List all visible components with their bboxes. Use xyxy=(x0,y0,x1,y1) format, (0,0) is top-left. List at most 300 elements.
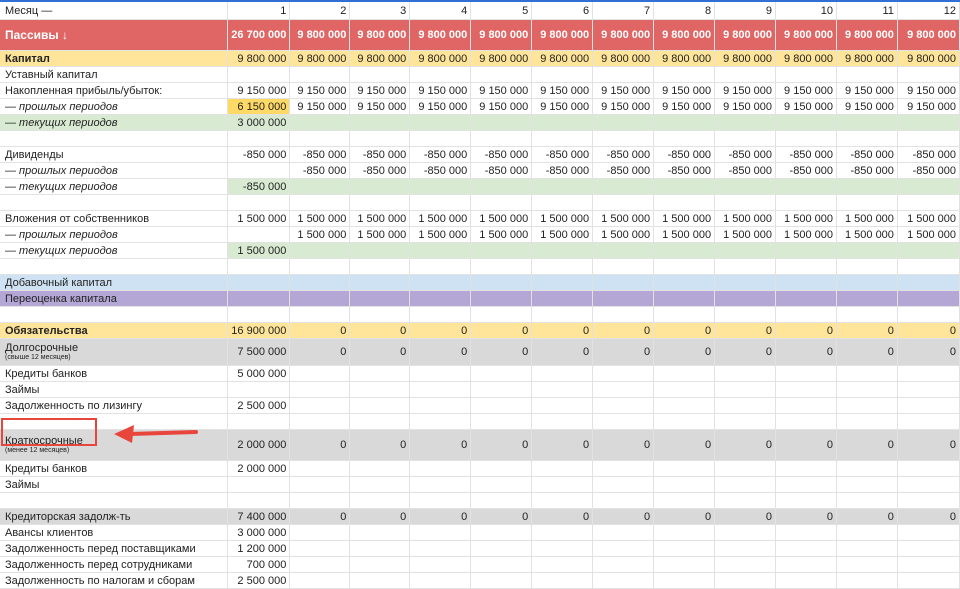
row-label-cell[interactable]: — текущих периодов xyxy=(0,179,228,195)
value-cell[interactable] xyxy=(654,382,715,398)
value-cell[interactable] xyxy=(350,179,410,195)
value-cell[interactable] xyxy=(836,259,897,275)
value-cell[interactable]: 9 150 000 xyxy=(654,83,715,99)
value-cell[interactable] xyxy=(897,477,959,493)
value-cell[interactable] xyxy=(776,398,837,414)
value-cell[interactable]: -850 000 xyxy=(532,147,593,163)
value-cell[interactable] xyxy=(228,414,290,430)
value-cell[interactable] xyxy=(471,493,532,509)
value-cell[interactable]: 0 xyxy=(410,339,471,366)
value-cell[interactable] xyxy=(410,366,471,382)
value-cell[interactable] xyxy=(228,195,290,211)
value-cell[interactable]: 0 xyxy=(350,509,410,525)
value-cell[interactable] xyxy=(836,366,897,382)
value-cell[interactable]: -850 000 xyxy=(654,163,715,179)
value-cell[interactable]: 0 xyxy=(776,323,837,339)
value-cell[interactable] xyxy=(715,525,776,541)
value-cell[interactable] xyxy=(776,414,837,430)
value-cell[interactable] xyxy=(471,195,532,211)
value-cell[interactable]: 0 xyxy=(593,430,654,461)
value-cell[interactable] xyxy=(715,573,776,589)
value-cell[interactable] xyxy=(228,163,290,179)
month-column-header[interactable]: 4 xyxy=(410,2,471,20)
value-cell[interactable] xyxy=(776,243,837,259)
value-cell[interactable] xyxy=(410,573,471,589)
value-cell[interactable]: -850 000 xyxy=(776,163,837,179)
value-cell[interactable]: 0 xyxy=(776,430,837,461)
value-cell[interactable]: -850 000 xyxy=(715,147,776,163)
value-cell[interactable]: 9 150 000 xyxy=(410,83,471,99)
value-cell[interactable]: -850 000 xyxy=(228,147,290,163)
month-column-header[interactable]: 11 xyxy=(836,2,897,20)
value-cell[interactable] xyxy=(776,307,837,323)
value-cell[interactable]: 0 xyxy=(532,509,593,525)
value-cell[interactable]: 1 500 000 xyxy=(290,227,350,243)
value-cell[interactable]: 1 500 000 xyxy=(350,227,410,243)
value-cell[interactable]: 9 800 000 xyxy=(654,51,715,67)
value-cell[interactable] xyxy=(471,366,532,382)
value-cell[interactable]: 9 800 000 xyxy=(410,51,471,67)
row-label-cell[interactable]: Обязательства xyxy=(0,323,228,339)
value-cell[interactable]: 700 000 xyxy=(228,557,290,573)
value-cell[interactable] xyxy=(290,67,350,83)
value-cell[interactable] xyxy=(532,398,593,414)
value-cell[interactable] xyxy=(715,275,776,291)
value-cell[interactable] xyxy=(715,557,776,573)
value-cell[interactable]: 0 xyxy=(593,509,654,525)
value-cell[interactable] xyxy=(897,414,959,430)
value-cell[interactable] xyxy=(410,275,471,291)
value-cell[interactable] xyxy=(228,382,290,398)
value-cell[interactable]: 9 800 000 xyxy=(654,20,715,51)
row-label-cell[interactable]: — текущих периодов xyxy=(0,115,228,131)
row-label-cell[interactable] xyxy=(0,307,228,323)
value-cell[interactable]: 0 xyxy=(897,430,959,461)
value-cell[interactable] xyxy=(593,493,654,509)
value-cell[interactable] xyxy=(532,195,593,211)
value-cell[interactable] xyxy=(593,275,654,291)
value-cell[interactable]: 0 xyxy=(410,509,471,525)
value-cell[interactable] xyxy=(897,573,959,589)
month-column-header[interactable]: 7 xyxy=(593,2,654,20)
value-cell[interactable] xyxy=(290,131,350,147)
value-cell[interactable] xyxy=(776,382,837,398)
value-cell[interactable] xyxy=(471,291,532,307)
value-cell[interactable] xyxy=(471,382,532,398)
value-cell[interactable]: 0 xyxy=(410,430,471,461)
value-cell[interactable] xyxy=(410,307,471,323)
value-cell[interactable] xyxy=(836,275,897,291)
value-cell[interactable] xyxy=(290,477,350,493)
value-cell[interactable] xyxy=(836,179,897,195)
value-cell[interactable] xyxy=(290,541,350,557)
value-cell[interactable] xyxy=(410,493,471,509)
value-cell[interactable]: 0 xyxy=(836,430,897,461)
value-cell[interactable] xyxy=(350,461,410,477)
value-cell[interactable] xyxy=(350,366,410,382)
value-cell[interactable]: 0 xyxy=(897,323,959,339)
value-cell[interactable] xyxy=(776,461,837,477)
value-cell[interactable] xyxy=(471,541,532,557)
value-cell[interactable] xyxy=(836,131,897,147)
value-cell[interactable]: 1 500 000 xyxy=(654,227,715,243)
value-cell[interactable]: -850 000 xyxy=(471,147,532,163)
value-cell[interactable] xyxy=(350,115,410,131)
value-cell[interactable] xyxy=(350,573,410,589)
value-cell[interactable]: 9 150 000 xyxy=(532,83,593,99)
value-cell[interactable] xyxy=(532,115,593,131)
value-cell[interactable] xyxy=(654,493,715,509)
value-cell[interactable] xyxy=(897,179,959,195)
row-label-cell[interactable]: — прошлых периодов xyxy=(0,163,228,179)
value-cell[interactable] xyxy=(471,67,532,83)
value-cell[interactable]: 0 xyxy=(836,509,897,525)
value-cell[interactable]: 0 xyxy=(715,430,776,461)
value-cell[interactable] xyxy=(836,115,897,131)
value-cell[interactable] xyxy=(654,131,715,147)
value-cell[interactable] xyxy=(836,291,897,307)
value-cell[interactable]: 9 150 000 xyxy=(228,83,290,99)
value-cell[interactable] xyxy=(290,398,350,414)
value-cell[interactable]: -850 000 xyxy=(836,163,897,179)
value-cell[interactable] xyxy=(897,291,959,307)
value-cell[interactable]: 0 xyxy=(471,509,532,525)
value-cell[interactable]: 1 500 000 xyxy=(776,211,837,227)
value-cell[interactable]: 9 150 000 xyxy=(290,83,350,99)
value-cell[interactable] xyxy=(836,573,897,589)
value-cell[interactable]: 9 150 000 xyxy=(410,99,471,115)
value-cell[interactable] xyxy=(532,382,593,398)
row-label-cell[interactable]: Дивиденды xyxy=(0,147,228,163)
value-cell[interactable]: 0 xyxy=(776,339,837,366)
value-cell[interactable] xyxy=(228,67,290,83)
value-cell[interactable] xyxy=(532,477,593,493)
value-cell[interactable]: 5 000 000 xyxy=(228,366,290,382)
value-cell[interactable]: 2 500 000 xyxy=(228,398,290,414)
value-cell[interactable]: 0 xyxy=(350,323,410,339)
value-cell[interactable] xyxy=(897,195,959,211)
value-cell[interactable] xyxy=(471,557,532,573)
value-cell[interactable] xyxy=(410,382,471,398)
value-cell[interactable]: 9 150 000 xyxy=(532,99,593,115)
value-cell[interactable] xyxy=(532,461,593,477)
value-cell[interactable]: -850 000 xyxy=(593,163,654,179)
month-column-header[interactable]: 5 xyxy=(471,2,532,20)
value-cell[interactable]: 0 xyxy=(715,339,776,366)
value-cell[interactable] xyxy=(593,461,654,477)
value-cell[interactable]: 1 500 000 xyxy=(836,211,897,227)
row-label-cell[interactable]: Задолженность перед сотрудниками xyxy=(0,557,228,573)
value-cell[interactable] xyxy=(410,398,471,414)
value-cell[interactable] xyxy=(654,275,715,291)
value-cell[interactable] xyxy=(471,259,532,275)
value-cell[interactable] xyxy=(350,414,410,430)
value-cell[interactable] xyxy=(715,179,776,195)
value-cell[interactable]: 0 xyxy=(654,323,715,339)
value-cell[interactable]: 1 500 000 xyxy=(836,227,897,243)
month-column-header[interactable]: 3 xyxy=(350,2,410,20)
value-cell[interactable] xyxy=(228,477,290,493)
value-cell[interactable]: 1 500 000 xyxy=(593,227,654,243)
value-cell[interactable] xyxy=(410,67,471,83)
value-cell[interactable] xyxy=(350,259,410,275)
value-cell[interactable]: 0 xyxy=(290,430,350,461)
month-label-cell[interactable]: Месяц — xyxy=(0,2,228,20)
value-cell[interactable] xyxy=(897,557,959,573)
value-cell[interactable] xyxy=(715,131,776,147)
value-cell[interactable] xyxy=(593,179,654,195)
value-cell[interactable] xyxy=(776,493,837,509)
row-label-cell[interactable] xyxy=(0,195,228,211)
value-cell[interactable] xyxy=(897,493,959,509)
value-cell[interactable] xyxy=(471,398,532,414)
value-cell[interactable] xyxy=(471,477,532,493)
value-cell[interactable] xyxy=(350,67,410,83)
row-label-cell[interactable]: Задолженность по налогам и сборам xyxy=(0,573,228,589)
value-cell[interactable]: 3 000 000 xyxy=(228,525,290,541)
row-label-cell[interactable]: Кредиты банков xyxy=(0,461,228,477)
value-cell[interactable]: -850 000 xyxy=(715,163,776,179)
value-cell[interactable] xyxy=(290,307,350,323)
value-cell[interactable]: -850 000 xyxy=(836,147,897,163)
value-cell[interactable]: 26 700 000 xyxy=(228,20,290,51)
value-cell[interactable]: 0 xyxy=(715,509,776,525)
value-cell[interactable] xyxy=(350,195,410,211)
value-cell[interactable] xyxy=(290,414,350,430)
value-cell[interactable]: 0 xyxy=(471,323,532,339)
row-label-cell[interactable]: Уставный капитал xyxy=(0,67,228,83)
value-cell[interactable] xyxy=(410,195,471,211)
value-cell[interactable] xyxy=(897,382,959,398)
value-cell[interactable] xyxy=(290,115,350,131)
value-cell[interactable]: 0 xyxy=(593,323,654,339)
value-cell[interactable] xyxy=(290,195,350,211)
value-cell[interactable] xyxy=(350,493,410,509)
row-label-cell[interactable] xyxy=(0,339,228,366)
value-cell[interactable] xyxy=(836,557,897,573)
value-cell[interactable]: -850 000 xyxy=(897,163,959,179)
value-cell[interactable] xyxy=(228,227,290,243)
value-cell[interactable] xyxy=(654,243,715,259)
value-cell[interactable] xyxy=(350,131,410,147)
value-cell[interactable] xyxy=(836,477,897,493)
value-cell[interactable] xyxy=(715,259,776,275)
value-cell[interactable] xyxy=(228,291,290,307)
value-cell[interactable] xyxy=(836,195,897,211)
value-cell[interactable]: -850 000 xyxy=(897,147,959,163)
value-cell[interactable] xyxy=(593,131,654,147)
month-column-header[interactable]: 9 xyxy=(715,2,776,20)
value-cell[interactable]: 9 150 000 xyxy=(350,83,410,99)
value-cell[interactable] xyxy=(532,131,593,147)
value-cell[interactable]: 1 500 000 xyxy=(228,211,290,227)
value-cell[interactable]: 9 150 000 xyxy=(776,83,837,99)
value-cell[interactable]: 7 400 000 xyxy=(228,509,290,525)
value-cell[interactable] xyxy=(593,525,654,541)
value-cell[interactable] xyxy=(715,414,776,430)
value-cell[interactable] xyxy=(410,131,471,147)
value-cell[interactable]: 1 500 000 xyxy=(410,211,471,227)
value-cell[interactable]: 9 150 000 xyxy=(290,99,350,115)
value-cell[interactable] xyxy=(593,115,654,131)
value-cell[interactable] xyxy=(532,307,593,323)
row-label-cell[interactable]: Переоценка капитала xyxy=(0,291,228,307)
value-cell[interactable] xyxy=(836,243,897,259)
value-cell[interactable] xyxy=(593,307,654,323)
value-cell[interactable]: 1 500 000 xyxy=(776,227,837,243)
row-label-cell[interactable]: Займы xyxy=(0,477,228,493)
value-cell[interactable] xyxy=(471,179,532,195)
value-cell[interactable]: 9 800 000 xyxy=(532,20,593,51)
row-label-cell[interactable]: Накопленная прибыль/убыток: xyxy=(0,83,228,99)
value-cell[interactable] xyxy=(654,461,715,477)
value-cell[interactable] xyxy=(776,541,837,557)
value-cell[interactable] xyxy=(350,275,410,291)
value-cell[interactable] xyxy=(471,461,532,477)
value-cell[interactable]: 0 xyxy=(715,323,776,339)
value-cell[interactable] xyxy=(715,195,776,211)
value-cell[interactable] xyxy=(715,366,776,382)
value-cell[interactable] xyxy=(897,398,959,414)
value-cell[interactable]: 9 800 000 xyxy=(532,51,593,67)
value-cell[interactable]: -850 000 xyxy=(350,163,410,179)
value-cell[interactable] xyxy=(228,307,290,323)
row-label-cell[interactable]: Задолженность перед поставщиками xyxy=(0,541,228,557)
value-cell[interactable] xyxy=(290,243,350,259)
value-cell[interactable] xyxy=(715,243,776,259)
value-cell[interactable]: 9 150 000 xyxy=(350,99,410,115)
value-cell[interactable] xyxy=(897,67,959,83)
value-cell[interactable]: -850 000 xyxy=(471,163,532,179)
value-cell[interactable]: 3 000 000 xyxy=(228,115,290,131)
value-cell[interactable]: 1 500 000 xyxy=(228,243,290,259)
value-cell[interactable] xyxy=(776,366,837,382)
value-cell[interactable] xyxy=(897,366,959,382)
value-cell[interactable] xyxy=(776,573,837,589)
row-label-cell[interactable] xyxy=(0,131,228,147)
value-cell[interactable]: 0 xyxy=(471,339,532,366)
value-cell[interactable] xyxy=(228,131,290,147)
value-cell[interactable]: -850 000 xyxy=(776,147,837,163)
value-cell[interactable]: 0 xyxy=(897,509,959,525)
value-cell[interactable] xyxy=(410,525,471,541)
value-cell[interactable]: -850 000 xyxy=(593,147,654,163)
value-cell[interactable] xyxy=(532,525,593,541)
value-cell[interactable] xyxy=(471,275,532,291)
value-cell[interactable] xyxy=(715,115,776,131)
value-cell[interactable] xyxy=(593,573,654,589)
value-cell[interactable] xyxy=(290,179,350,195)
value-cell[interactable] xyxy=(593,398,654,414)
value-cell[interactable] xyxy=(350,557,410,573)
value-cell[interactable] xyxy=(593,259,654,275)
value-cell[interactable] xyxy=(350,477,410,493)
value-cell[interactable] xyxy=(715,398,776,414)
value-cell[interactable] xyxy=(471,115,532,131)
value-cell[interactable] xyxy=(654,477,715,493)
month-column-header[interactable]: 2 xyxy=(290,2,350,20)
value-cell[interactable]: 9 800 000 xyxy=(228,51,290,67)
value-cell[interactable] xyxy=(776,131,837,147)
value-cell[interactable]: -850 000 xyxy=(654,147,715,163)
value-cell[interactable]: 2 000 000 xyxy=(228,461,290,477)
row-label-cell[interactable]: — прошлых периодов xyxy=(0,99,228,115)
value-cell[interactable]: 1 500 000 xyxy=(654,211,715,227)
value-cell[interactable] xyxy=(350,307,410,323)
value-cell[interactable]: 1 500 000 xyxy=(290,211,350,227)
row-label-cell[interactable]: Займы xyxy=(0,382,228,398)
value-cell[interactable] xyxy=(897,259,959,275)
value-cell[interactable] xyxy=(228,493,290,509)
value-cell[interactable]: 0 xyxy=(350,430,410,461)
value-cell[interactable] xyxy=(410,115,471,131)
value-cell[interactable] xyxy=(654,573,715,589)
value-cell[interactable] xyxy=(897,461,959,477)
value-cell[interactable] xyxy=(897,131,959,147)
value-cell[interactable]: 9 150 000 xyxy=(715,99,776,115)
value-cell[interactable] xyxy=(290,382,350,398)
value-cell[interactable] xyxy=(532,366,593,382)
value-cell[interactable]: 1 500 000 xyxy=(715,227,776,243)
value-cell[interactable] xyxy=(776,557,837,573)
value-cell[interactable]: 7 500 000 xyxy=(228,339,290,366)
row-label-cell[interactable]: Кредиты банков xyxy=(0,366,228,382)
value-cell[interactable]: 0 xyxy=(350,339,410,366)
value-cell[interactable]: -850 000 xyxy=(228,179,290,195)
value-cell[interactable]: 9 800 000 xyxy=(471,20,532,51)
value-cell[interactable]: 0 xyxy=(532,430,593,461)
value-cell[interactable] xyxy=(471,307,532,323)
value-cell[interactable] xyxy=(228,275,290,291)
value-cell[interactable] xyxy=(593,67,654,83)
value-cell[interactable] xyxy=(350,382,410,398)
value-cell[interactable] xyxy=(350,541,410,557)
value-cell[interactable] xyxy=(593,477,654,493)
value-cell[interactable] xyxy=(532,541,593,557)
value-cell[interactable]: 0 xyxy=(836,323,897,339)
value-cell[interactable] xyxy=(532,259,593,275)
value-cell[interactable] xyxy=(290,493,350,509)
value-cell[interactable] xyxy=(776,477,837,493)
value-cell[interactable] xyxy=(593,243,654,259)
value-cell[interactable]: 9 800 000 xyxy=(715,51,776,67)
value-cell[interactable]: 6 150 000 xyxy=(228,99,290,115)
value-cell[interactable] xyxy=(350,525,410,541)
value-cell[interactable] xyxy=(410,477,471,493)
value-cell[interactable]: 9 800 000 xyxy=(350,51,410,67)
value-cell[interactable] xyxy=(654,557,715,573)
value-cell[interactable] xyxy=(471,243,532,259)
value-cell[interactable] xyxy=(897,115,959,131)
value-cell[interactable]: -850 000 xyxy=(350,147,410,163)
value-cell[interactable] xyxy=(410,461,471,477)
row-label-cell[interactable]: Авансы клиентов xyxy=(0,525,228,541)
value-cell[interactable] xyxy=(776,525,837,541)
value-cell[interactable]: 1 500 000 xyxy=(471,211,532,227)
value-cell[interactable]: -850 000 xyxy=(290,147,350,163)
value-cell[interactable] xyxy=(410,243,471,259)
value-cell[interactable]: 9 800 000 xyxy=(350,20,410,51)
row-label-cell[interactable]: — текущих периодов xyxy=(0,243,228,259)
value-cell[interactable] xyxy=(410,541,471,557)
value-cell[interactable]: -850 000 xyxy=(410,147,471,163)
value-cell[interactable]: 9 150 000 xyxy=(593,83,654,99)
value-cell[interactable]: 0 xyxy=(593,339,654,366)
value-cell[interactable]: 0 xyxy=(290,339,350,366)
month-column-header[interactable]: 6 xyxy=(532,2,593,20)
value-cell[interactable] xyxy=(776,115,837,131)
value-cell[interactable] xyxy=(410,414,471,430)
